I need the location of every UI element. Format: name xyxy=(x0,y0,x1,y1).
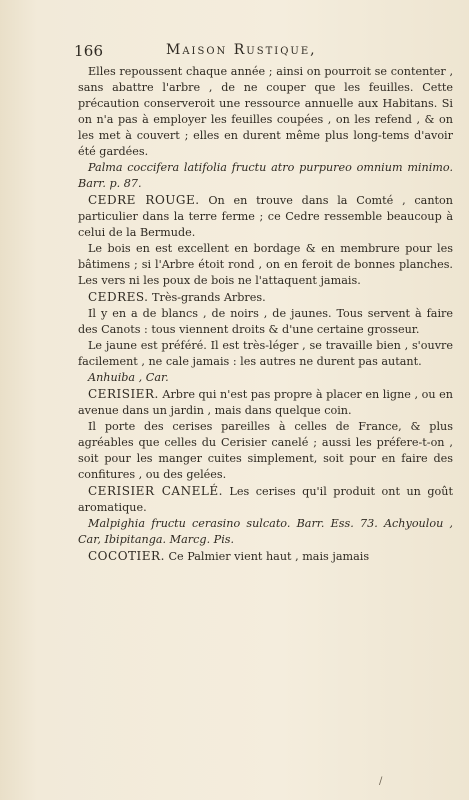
paragraph: Le jaune est préféré. Il est très-léger , se travaille bien , s'ouvre facilement , ne cale jamais : les autres ne durent pas autant. xyxy=(78,339,453,368)
entry-heading: COCOTIER. xyxy=(88,549,165,563)
paragraph xyxy=(78,548,453,565)
paragraph xyxy=(78,386,453,419)
page-number: 166 xyxy=(74,42,104,60)
latin-name: Anhuiba , Car. xyxy=(88,371,169,384)
running-title: Maison Rustique, xyxy=(166,42,317,58)
paragraph: Il y en a de blancs , de noirs , de jaunes. Tous servent à faire des Canots : tous viennent droits & d'une certaine grosseur. xyxy=(78,307,453,336)
entry-text: Les cerises qu'il produit ont un goût aromatique. xyxy=(78,485,453,514)
paragraph xyxy=(78,192,453,241)
page-header xyxy=(74,42,447,62)
entry-heading: CERISIER CANELÉ. xyxy=(88,484,223,498)
paragraph xyxy=(78,289,453,306)
page-body xyxy=(78,64,453,565)
paragraph: Le bois en est excellent en bordage & en membrure pour les bâtimens ; si l'Arbre étoit rond , on en feroit de bonnes planches. Les vers ni les poux de bois ne l'attaquent jamais. xyxy=(78,242,453,287)
latin-name: Palma coccifera latifolia fructu atro purpureo omnium minimo. Barr. p. 87. xyxy=(78,161,453,190)
page-mark: / xyxy=(379,776,383,787)
entry-heading: CEDRES. xyxy=(88,290,149,304)
paragraph: Elles repoussent chaque année ; ainsi on pourroit se contenter , sans abattre l'arbre , de ne couper que les feuilles. Cette précaution conserveroit une ressource annuelle aux Habitans. Si on n'a pas à employer les feuilles coupées , on les refend , & on les met à couvert ; elles en durent même plus long-tems d'avoir été gardées. xyxy=(78,65,453,158)
entry-text: On en trouve dans la Comté , canton particulier dans la terre ferme ; ce Cedre ressemble beaucoup à celui de la Bermude. xyxy=(78,194,453,239)
paragraph xyxy=(78,483,453,516)
entry-text: Très-grands Arbres. xyxy=(148,291,266,304)
entry-text: Ce Palmier vient haut , mais jamais xyxy=(164,550,370,563)
entry-heading: CEDRE ROUGE. xyxy=(88,193,200,207)
entry-text: Arbre qui n'est pas propre à placer en ligne , ou en avenue dans un jardin , mais dans quelque coin. xyxy=(78,388,453,417)
entry-heading: CERISIER. xyxy=(88,387,159,401)
latin-name: Malpighia fructu cerasino sulcato. Barr. Ess. 73. Achyoulou , Car, Ibipitanga. Marcg. Pis. xyxy=(78,517,453,546)
paragraph: Il porte des cerises pareilles à celles de France, & plus agréables que celles du Cerisier canelé ; aussi les préfere-t-on , soit pour les manger cuites simplement, soit pour en faire des confitures , ou des gelées. xyxy=(78,420,453,481)
